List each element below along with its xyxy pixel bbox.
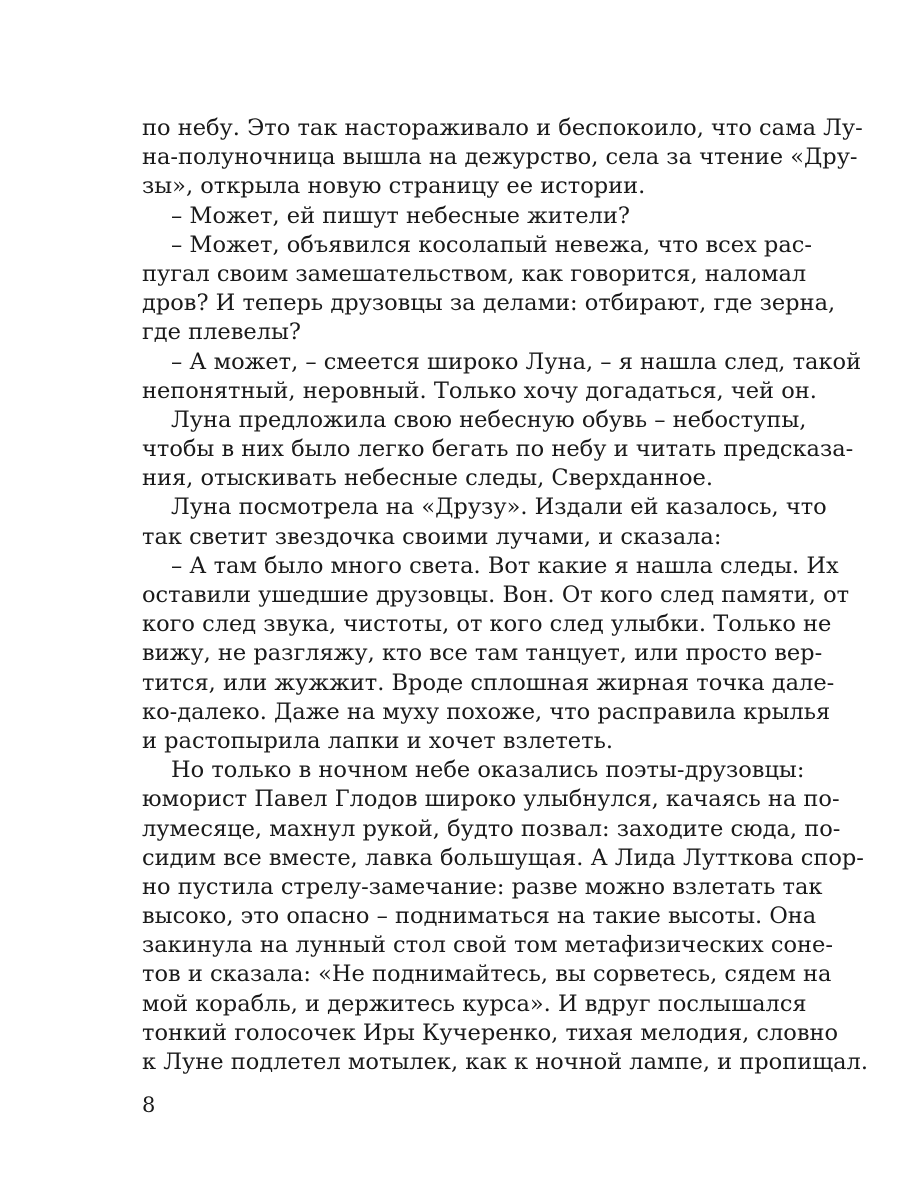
text-line: и растопырила лапки и хочет взлететь. [142,727,613,754]
body-text [142,114,868,1077]
text-line: – А может, – смеется широко Луна, – я нашла след, такой [171,348,862,375]
text-line: кого след звука, чистоты, от кого след улыбки. Только не [142,611,832,638]
text-line: но пустила стрелу-замечание: разве можно взлетать так [142,873,823,900]
text-line: лумесяце, махнул рукой, будто позвал: заходите сюда, по- [142,815,841,842]
text-line: высоко, это опасно – подниматься на такие высоты. Она [142,903,817,930]
text-line: – Может, объявился косолапый невежа, что всех рас- [171,231,812,258]
text-line: закинула на лунный стол свой том метафизических соне- [142,932,833,959]
text-line: дров? И теперь друзовцы за делами: отбирают, где зерна, [142,290,836,317]
text-line: по небу. Это так настораживало и беспокоило, что сама Лу- [142,115,863,141]
text-line: на-полуночница вышла на дежурство, села за чтение «Дру- [142,144,858,171]
page-number: 8 [142,1093,156,1117]
text-line: тонкий голосочек Иры Кучеренко, тихая мелодия, словно [142,1019,839,1046]
text-line: Луна посмотрела на «Друзу». Издали ей казалось, что [171,494,827,521]
text-line: Луна предложила свою небесную обувь – небоступы, [171,406,807,433]
text-line: так светит звездочка своими лучами, и сказала: [142,523,722,550]
text-line: ко-далеко. Даже на муху похоже, что расправила крылья [142,698,831,725]
text-line: зы», открыла новую страницу ее истории. [142,173,646,200]
text-line: чтобы в них было легко бегать по небу и читать предсказа- [142,436,854,463]
text-line: пугал своим замешательством, как говорится, наломал [142,260,807,287]
text-line: тов и сказала: «Не поднимайтесь, вы сорветесь, сядем на [142,961,832,988]
text-line: сидим все вместе, лавка большущая. А Лида Лутткова спор- [142,844,864,871]
text-line: к Луне подлетел мотылек, как к ночной лампе, и пропищал. [142,1049,868,1075]
text-line: – Может, ей пишут небесные жители? [171,202,630,229]
text-line: вижу, не разгляжу, кто все там танцует, или просто вер- [142,640,823,667]
text-line: где плевелы? [142,319,301,346]
text-line: мой корабль, и держитесь курса». И вдруг послышался [142,990,807,1017]
text-line: тится, или жужжит. Вроде сплошная жирная точка дале- [142,669,835,696]
text-line: оставили ушедшие друзовцы. Вон. От кого след памяти, от [142,582,850,608]
text-line: непонятный, неровный. Только хочу догадаться, чей он. [142,377,817,404]
text-line: ния, отыскивать небесные следы, Сверхданное. [142,465,713,492]
text-line: Но только в ночном небе оказались поэты-друзовцы: [171,757,805,784]
text-line: – А там было много света. Вот какие я нашла следы. Их [171,552,839,579]
text-line: юморист Павел Глодов широко улыбнулся, качаясь на по- [142,786,840,813]
